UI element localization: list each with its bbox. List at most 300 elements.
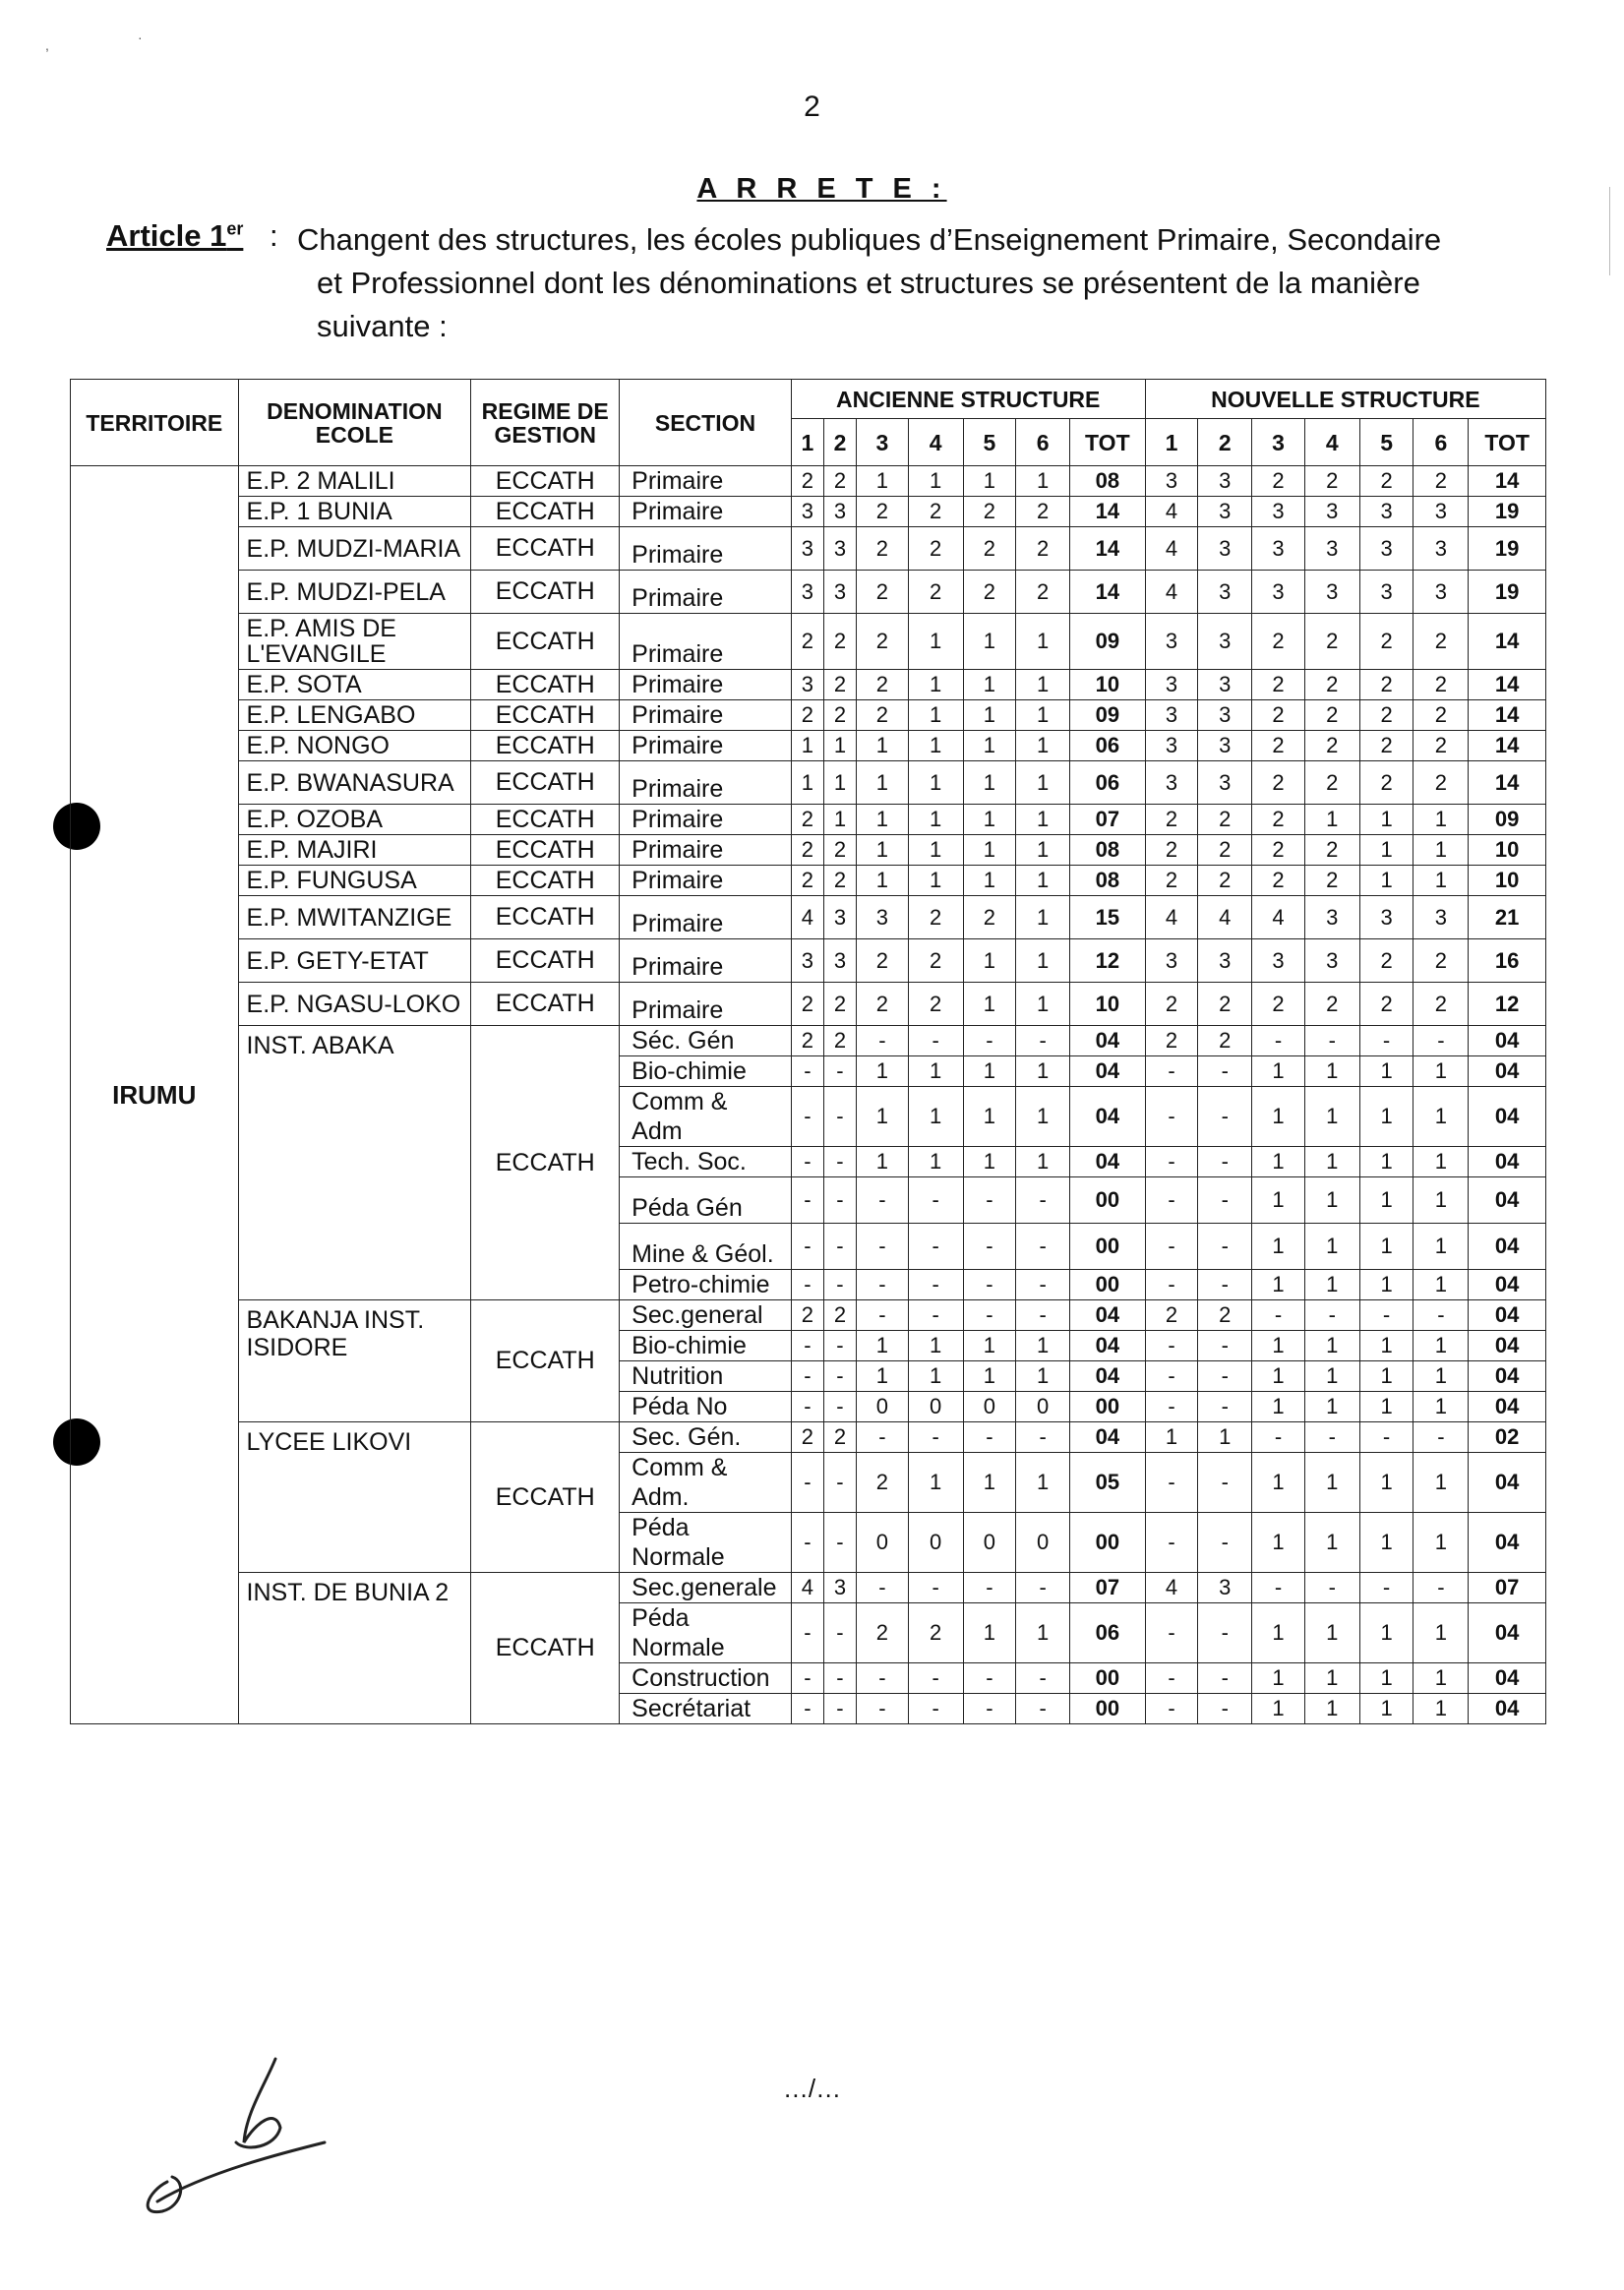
old-grade-3: 1 (857, 1331, 909, 1361)
old-grade-2: - (823, 1147, 856, 1177)
old-grade-6: 1 (1016, 1147, 1070, 1177)
new-grade-4: 1 (1304, 1361, 1359, 1392)
school-name: E.P. MUDZI-PELA (238, 571, 471, 614)
new-total: 04 (1469, 1224, 1546, 1270)
new-grade-5: 1 (1359, 866, 1413, 896)
section-cell: Sec.general (620, 1300, 792, 1331)
new-grade-1: 2 (1145, 983, 1198, 1026)
new-grade-3: 1 (1252, 1453, 1305, 1513)
old-grade-5: 1 (963, 1087, 1016, 1147)
old-grade-5: 1 (963, 1453, 1016, 1513)
new-grade-6: 1 (1413, 1177, 1469, 1224)
old-grade-6: - (1016, 1573, 1070, 1603)
new-grade-6: 2 (1413, 670, 1469, 700)
new-grade-3: 2 (1252, 805, 1305, 835)
new-grade-1: - (1145, 1663, 1198, 1694)
new-grade-2: 3 (1198, 731, 1252, 761)
section-cell: Primaire (620, 939, 792, 983)
new-grade-1: - (1145, 1177, 1198, 1224)
school-name: E.P. MAJIRI (238, 835, 471, 866)
old-grade-5: 1 (963, 939, 1016, 983)
old-grade-6: - (1016, 1694, 1070, 1724)
section-cell: Bio-chimie (620, 1056, 792, 1087)
new-grade-5: - (1359, 1573, 1413, 1603)
new-grade-1: - (1145, 1331, 1198, 1361)
new-grade-3: 4 (1252, 896, 1305, 939)
old-grade-1: 2 (791, 1026, 823, 1056)
regime-cell: ECCATH (471, 805, 620, 835)
school-name: BAKANJA INST. ISIDORE (238, 1300, 471, 1422)
old-grade-6: - (1016, 1026, 1070, 1056)
decree-heading: A R R E T E : (696, 173, 947, 205)
old-grade-4: 1 (908, 835, 963, 866)
old-grade-6: 1 (1016, 670, 1070, 700)
new-total: 02 (1469, 1422, 1546, 1453)
section-cell: Primaire (620, 497, 792, 527)
new-grade-1: - (1145, 1694, 1198, 1724)
old-grade-5: 1 (963, 835, 1016, 866)
new-grade-4: 1 (1304, 1177, 1359, 1224)
new-grade-1: 3 (1145, 466, 1198, 497)
old-grade-4: 2 (908, 983, 963, 1026)
new-grade-1: - (1145, 1056, 1198, 1087)
new-grade-5: 1 (1359, 1087, 1413, 1147)
old-grade-1: - (791, 1147, 823, 1177)
new-grade-5: 3 (1359, 527, 1413, 571)
old-grade-2: - (823, 1177, 856, 1224)
old-grade-4: 1 (908, 1331, 963, 1361)
new-total: 04 (1469, 1056, 1546, 1087)
regime-cell: ECCATH (471, 1026, 620, 1300)
old-grade-5: 1 (963, 983, 1016, 1026)
new-total: 04 (1469, 1331, 1546, 1361)
table-row (71, 835, 1546, 866)
new-grade-6: 2 (1413, 761, 1469, 805)
old-total: 10 (1070, 670, 1146, 700)
old-grade-2: 3 (823, 1573, 856, 1603)
old-grade-3: 2 (857, 527, 909, 571)
old-grade-3: - (857, 1663, 909, 1694)
section-cell: Primaire (620, 466, 792, 497)
section-cell: Secrétariat (620, 1694, 792, 1724)
old-grade-3: 1 (857, 835, 909, 866)
new-grade-2: - (1198, 1331, 1252, 1361)
article-text (297, 218, 1527, 348)
new-grade-6: 1 (1413, 1270, 1469, 1300)
old-grade-3: 2 (857, 1603, 909, 1663)
new-grade-1: - (1145, 1453, 1198, 1513)
old-grade-1: - (791, 1513, 823, 1573)
old-total: 15 (1070, 896, 1146, 939)
new-grade-2: - (1198, 1663, 1252, 1694)
old-grade-1: - (791, 1056, 823, 1087)
old-grade-3: 2 (857, 983, 909, 1026)
school-name: E.P. LENGABO (238, 700, 471, 731)
section-cell: Bio-chimie (620, 1331, 792, 1361)
old-grade-5: - (963, 1300, 1016, 1331)
new-grade-1: 3 (1145, 939, 1198, 983)
old-grade-4: 1 (908, 1147, 963, 1177)
new-grade-2: - (1198, 1603, 1252, 1663)
new-grade-5: 1 (1359, 1331, 1413, 1361)
new-grade-3: 2 (1252, 670, 1305, 700)
old-grade-5: 1 (963, 866, 1016, 896)
school-name: INST. DE BUNIA 2 (238, 1573, 471, 1724)
old-grade-4: - (908, 1573, 963, 1603)
old-grade-6: - (1016, 1224, 1070, 1270)
scan-speck: , (45, 37, 49, 53)
old-grade-5: - (963, 1663, 1016, 1694)
school-name: E.P. OZOBA (238, 805, 471, 835)
old-grade-2: 2 (823, 1026, 856, 1056)
section-cell: Sec.generale (620, 1573, 792, 1603)
section-cell: Péda Gén (620, 1177, 792, 1224)
new-grade-6: 2 (1413, 983, 1469, 1026)
old-grade-3: 3 (857, 896, 909, 939)
old-total: 10 (1070, 983, 1146, 1026)
new-grade-2: - (1198, 1177, 1252, 1224)
new-grade-1: 3 (1145, 700, 1198, 731)
new-grade-6: 3 (1413, 527, 1469, 571)
regime-cell: ECCATH (471, 835, 620, 866)
old-grade-4: 2 (908, 571, 963, 614)
section-cell: Primaire (620, 835, 792, 866)
old-grade-6: 1 (1016, 866, 1070, 896)
old-grade-1: 3 (791, 497, 823, 527)
old-grade-4: - (908, 1300, 963, 1331)
new-col-header: 3 (1252, 419, 1305, 466)
old-grade-1: - (791, 1663, 823, 1694)
old-grade-2: 2 (823, 670, 856, 700)
section-cell: Primaire (620, 983, 792, 1026)
old-grade-5: 1 (963, 1147, 1016, 1177)
new-grade-2: 3 (1198, 700, 1252, 731)
old-grade-1: 2 (791, 835, 823, 866)
new-grade-6: 1 (1413, 1224, 1469, 1270)
old-grade-3: 0 (857, 1513, 909, 1573)
old-grade-6: - (1016, 1177, 1070, 1224)
new-grade-5: 1 (1359, 1453, 1413, 1513)
new-grade-1: 3 (1145, 614, 1198, 670)
old-grade-4: 1 (908, 805, 963, 835)
old-grade-5: - (963, 1694, 1016, 1724)
old-grade-5: 1 (963, 761, 1016, 805)
old-grade-6: 2 (1016, 497, 1070, 527)
new-total: 19 (1469, 497, 1546, 527)
old-grade-4: 1 (908, 466, 963, 497)
old-grade-4: - (908, 1177, 963, 1224)
table-row (71, 571, 1546, 614)
new-grade-5: 3 (1359, 497, 1413, 527)
new-grade-5: 1 (1359, 1177, 1413, 1224)
old-grade-4: 2 (908, 896, 963, 939)
new-grade-3: 1 (1252, 1513, 1305, 1573)
old-grade-1: 2 (791, 466, 823, 497)
new-grade-3: 1 (1252, 1270, 1305, 1300)
school-name: INST. ABAKA (238, 1026, 471, 1300)
section-cell: Construction (620, 1663, 792, 1694)
new-total: 04 (1469, 1026, 1546, 1056)
new-grade-2: - (1198, 1270, 1252, 1300)
old-grade-5: 1 (963, 1603, 1016, 1663)
new-grade-3: 3 (1252, 497, 1305, 527)
new-grade-2: - (1198, 1147, 1252, 1177)
old-total: 04 (1070, 1331, 1146, 1361)
school-name: E.P. MWITANZIGE (238, 896, 471, 939)
old-grade-5: 1 (963, 466, 1016, 497)
new-grade-6: 1 (1413, 1453, 1469, 1513)
new-grade-2: 3 (1198, 571, 1252, 614)
old-grade-3: 1 (857, 761, 909, 805)
new-grade-6: 1 (1413, 1603, 1469, 1663)
old-total: 00 (1070, 1177, 1146, 1224)
old-grade-3: 2 (857, 497, 909, 527)
old-grade-1: - (791, 1177, 823, 1224)
new-grade-4: 2 (1304, 700, 1359, 731)
new-total: 16 (1469, 939, 1546, 983)
old-total: 04 (1070, 1056, 1146, 1087)
new-grade-4: 2 (1304, 466, 1359, 497)
old-grade-6: 1 (1016, 761, 1070, 805)
old-grade-3: - (857, 1270, 909, 1300)
regime-cell: ECCATH (471, 571, 620, 614)
regime-cell: ECCATH (471, 866, 620, 896)
new-total: 07 (1469, 1573, 1546, 1603)
article-colon: : (270, 218, 278, 253)
section-cell: Séc. Gén (620, 1026, 792, 1056)
new-grade-6: 1 (1413, 1056, 1469, 1087)
new-grade-2: 2 (1198, 983, 1252, 1026)
new-grade-3: - (1252, 1573, 1305, 1603)
old-grade-6: 1 (1016, 731, 1070, 761)
old-total: 04 (1070, 1026, 1146, 1056)
new-grade-2: 3 (1198, 614, 1252, 670)
old-grade-5: 1 (963, 805, 1016, 835)
old-grade-1: 4 (791, 896, 823, 939)
old-grade-6: 1 (1016, 835, 1070, 866)
old-total: 12 (1070, 939, 1146, 983)
new-grade-5: 2 (1359, 939, 1413, 983)
new-grade-3: 1 (1252, 1361, 1305, 1392)
new-grade-5: 1 (1359, 1392, 1413, 1422)
old-grade-1: - (791, 1331, 823, 1361)
article-line-1: Changent des structures, les écoles publiques d’Enseignement Primaire, Secondaire (297, 222, 1442, 257)
new-grade-4: 1 (1304, 1224, 1359, 1270)
old-grade-2: 2 (823, 700, 856, 731)
old-grade-2: 3 (823, 571, 856, 614)
old-grade-4: 1 (908, 1453, 963, 1513)
old-grade-1: 3 (791, 670, 823, 700)
header-ancienne-structure: ANCIENNE STRUCTURE (791, 380, 1145, 419)
old-grade-2: - (823, 1270, 856, 1300)
school-name: E.P. GETY-ETAT (238, 939, 471, 983)
new-grade-3: 1 (1252, 1392, 1305, 1422)
regime-cell: ECCATH (471, 1573, 620, 1724)
new-total: 14 (1469, 670, 1546, 700)
regime-cell: ECCATH (471, 1300, 620, 1422)
table-row (71, 1300, 1546, 1331)
old-grade-1: 2 (791, 1422, 823, 1453)
old-total: 14 (1070, 527, 1146, 571)
regime-cell: ECCATH (471, 761, 620, 805)
old-col-header: 2 (823, 419, 856, 466)
new-grade-6: 1 (1413, 1331, 1469, 1361)
old-total: 14 (1070, 571, 1146, 614)
old-grade-4: 1 (908, 761, 963, 805)
new-total: 04 (1469, 1513, 1546, 1573)
old-grade-3: 1 (857, 1361, 909, 1392)
old-grade-1: 3 (791, 939, 823, 983)
new-grade-1: 2 (1145, 835, 1198, 866)
old-total: 04 (1070, 1422, 1146, 1453)
old-grade-1: 2 (791, 1300, 823, 1331)
old-total: 07 (1070, 1573, 1146, 1603)
regime-cell: ECCATH (471, 670, 620, 700)
new-grade-5: 2 (1359, 466, 1413, 497)
new-grade-4: 1 (1304, 1331, 1359, 1361)
new-grade-5: 1 (1359, 1056, 1413, 1087)
old-grade-5: 1 (963, 1331, 1016, 1361)
new-grade-2: - (1198, 1392, 1252, 1422)
old-grade-3: - (857, 1177, 909, 1224)
table-row (71, 731, 1546, 761)
new-grade-2: - (1198, 1453, 1252, 1513)
new-grade-5: - (1359, 1300, 1413, 1331)
old-grade-4: - (908, 1422, 963, 1453)
old-total: 08 (1070, 466, 1146, 497)
new-total: 19 (1469, 527, 1546, 571)
regime-cell: ECCATH (471, 497, 620, 527)
old-grade-1: - (791, 1392, 823, 1422)
new-grade-2: - (1198, 1056, 1252, 1087)
new-grade-1: 3 (1145, 761, 1198, 805)
new-grade-6: 3 (1413, 896, 1469, 939)
section-cell: Primaire (620, 731, 792, 761)
section-cell: Péda Normale (620, 1513, 792, 1573)
old-grade-1: - (791, 1694, 823, 1724)
new-grade-6: 2 (1413, 939, 1469, 983)
new-grade-1: 1 (1145, 1422, 1198, 1453)
new-grade-4: 1 (1304, 1513, 1359, 1573)
school-name: E.P. NGASU-LOKO (238, 983, 471, 1026)
new-grade-4: 3 (1304, 497, 1359, 527)
old-grade-2: - (823, 1603, 856, 1663)
section-cell: Comm & Adm (620, 1087, 792, 1147)
new-grade-2: - (1198, 1224, 1252, 1270)
regime-cell: ECCATH (471, 1422, 620, 1573)
new-grade-2: 4 (1198, 896, 1252, 939)
new-grade-6: 3 (1413, 571, 1469, 614)
new-grade-6: 2 (1413, 466, 1469, 497)
new-grade-4: 2 (1304, 614, 1359, 670)
new-total: 12 (1469, 983, 1546, 1026)
new-grade-6: 2 (1413, 700, 1469, 731)
old-total: 00 (1070, 1513, 1146, 1573)
old-grade-6: - (1016, 1270, 1070, 1300)
new-grade-4: 2 (1304, 761, 1359, 805)
old-grade-6: 1 (1016, 1087, 1070, 1147)
old-grade-6: 1 (1016, 614, 1070, 670)
old-grade-5: - (963, 1270, 1016, 1300)
new-grade-3: 2 (1252, 835, 1305, 866)
old-grade-3: - (857, 1422, 909, 1453)
old-grade-3: - (857, 1026, 909, 1056)
regime-cell: ECCATH (471, 939, 620, 983)
old-grade-5: 1 (963, 670, 1016, 700)
new-grade-1: 4 (1145, 497, 1198, 527)
old-grade-1: 2 (791, 866, 823, 896)
old-grade-1: - (791, 1270, 823, 1300)
new-grade-5: 2 (1359, 761, 1413, 805)
new-total: 04 (1469, 1087, 1546, 1147)
old-grade-3: 1 (857, 731, 909, 761)
old-grade-3: 1 (857, 1056, 909, 1087)
new-grade-4: 2 (1304, 731, 1359, 761)
old-grade-2: - (823, 1361, 856, 1392)
old-total: 08 (1070, 866, 1146, 896)
new-grade-1: - (1145, 1270, 1198, 1300)
new-grade-2: 2 (1198, 866, 1252, 896)
new-grade-1: 3 (1145, 731, 1198, 761)
new-grade-5: 3 (1359, 571, 1413, 614)
new-total: 14 (1469, 466, 1546, 497)
new-grade-6: 1 (1413, 1087, 1469, 1147)
new-grade-3: - (1252, 1300, 1305, 1331)
old-grade-6: 1 (1016, 1331, 1070, 1361)
old-grade-3: - (857, 1694, 909, 1724)
new-grade-5: - (1359, 1422, 1413, 1453)
table-row (71, 614, 1546, 670)
old-grade-5: - (963, 1573, 1016, 1603)
new-grade-6: 2 (1413, 614, 1469, 670)
new-grade-6: 1 (1413, 835, 1469, 866)
old-total: 07 (1070, 805, 1146, 835)
old-grade-3: 2 (857, 700, 909, 731)
old-grade-2: 1 (823, 761, 856, 805)
new-grade-6: 2 (1413, 731, 1469, 761)
school-structure-table (70, 379, 1546, 1724)
table-row (71, 527, 1546, 571)
new-grade-3: 3 (1252, 571, 1305, 614)
new-grade-1: 4 (1145, 1573, 1198, 1603)
old-total: 05 (1070, 1453, 1146, 1513)
old-grade-6: 1 (1016, 1603, 1070, 1663)
old-grade-1: - (791, 1087, 823, 1147)
new-total: 14 (1469, 614, 1546, 670)
school-name: E.P. NONGO (238, 731, 471, 761)
new-col-header: 1 (1145, 419, 1198, 466)
old-grade-4: 1 (908, 866, 963, 896)
old-col-header: 6 (1016, 419, 1070, 466)
school-name: LYCEE LIKOVI (238, 1422, 471, 1573)
section-cell: Nutrition (620, 1361, 792, 1392)
old-grade-2: 3 (823, 497, 856, 527)
old-grade-3: - (857, 1224, 909, 1270)
old-col-header: 5 (963, 419, 1016, 466)
header-section: SECTION (620, 380, 792, 466)
section-cell: Comm & Adm. (620, 1453, 792, 1513)
old-grade-2: 2 (823, 466, 856, 497)
new-grade-3: 1 (1252, 1147, 1305, 1177)
new-grade-1: - (1145, 1361, 1198, 1392)
old-grade-6: - (1016, 1422, 1070, 1453)
regime-cell: ECCATH (471, 700, 620, 731)
old-grade-2: 3 (823, 896, 856, 939)
old-total: 14 (1070, 497, 1146, 527)
new-grade-1: - (1145, 1513, 1198, 1573)
new-total: 04 (1469, 1361, 1546, 1392)
new-grade-4: 3 (1304, 571, 1359, 614)
